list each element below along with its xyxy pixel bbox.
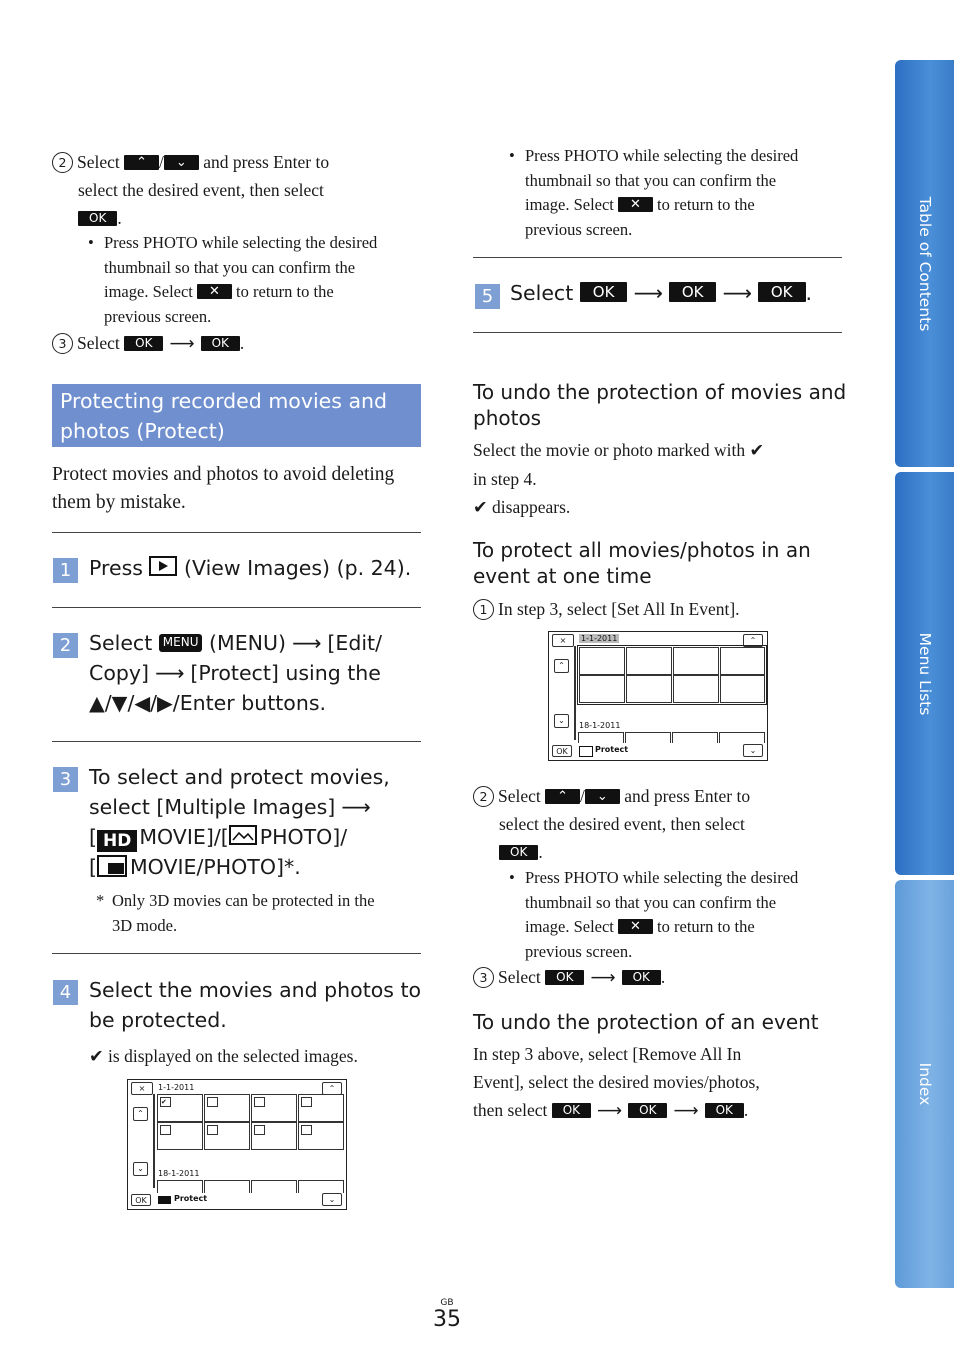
heading-undo-event: To undo the protection of an event xyxy=(473,1010,819,1034)
arrow-icon: ⟶ xyxy=(722,281,752,305)
circled-3: 3 xyxy=(473,967,494,988)
circled-3: 3 xyxy=(52,333,73,354)
circled-1: 1 xyxy=(473,599,494,620)
movie-photo-icon xyxy=(579,746,593,757)
tab-menu-lists[interactable]: Menu Lists xyxy=(895,472,954,875)
section-banner: Protecting recorded movies and photos (Protect) xyxy=(52,384,421,447)
up-icon: ⌃ xyxy=(133,1107,148,1121)
ok-button-icon: OK xyxy=(201,336,240,351)
arrow-icon: ⟶ xyxy=(597,1101,623,1121)
check-icon: ✔ xyxy=(749,441,765,461)
tab-table-of-contents[interactable]: Table of Contents xyxy=(895,60,954,467)
down-button-icon: ⌄ xyxy=(585,789,620,804)
tab-index[interactable]: Index xyxy=(895,880,954,1288)
step-number-5: 5 xyxy=(475,284,500,309)
down-button-icon: ⌄ xyxy=(164,155,199,170)
circled-2: 2 xyxy=(52,152,73,173)
up-icon: ⌃ xyxy=(554,659,569,673)
step-number-2: 2 xyxy=(53,633,78,658)
up-button-icon: ⌃ xyxy=(124,155,159,170)
ok-button-icon: OK xyxy=(552,1103,591,1118)
photo-icon xyxy=(229,825,257,845)
divider xyxy=(52,741,421,742)
hd-icon xyxy=(158,1196,171,1204)
close-button-icon: ✕ xyxy=(618,919,653,934)
down-icon: ⌄ xyxy=(133,1162,148,1176)
checkbox-icon xyxy=(207,1097,218,1107)
divider xyxy=(473,332,842,333)
divider xyxy=(52,953,421,954)
checkbox-icon xyxy=(254,1125,265,1135)
right-step3-para: 3 Select OK ⟶ OK . xyxy=(473,963,665,992)
heading-undo-protection: To undo the protection of movies and photos xyxy=(473,380,847,430)
up-button-icon: ⌃ xyxy=(545,789,580,804)
right-bullet-top: • Press PHOTO while selecting the desired thumbnail so that you can confirm the image. Select ✕ to return to the previous screen. xyxy=(505,144,855,242)
checkbox-icon xyxy=(160,1125,171,1135)
step-number-4: 4 xyxy=(53,980,78,1005)
close-icon: × xyxy=(131,1082,153,1095)
checkbox-icon xyxy=(301,1125,312,1135)
arrow-icon: ⟶ xyxy=(673,1101,699,1121)
divider xyxy=(52,607,421,608)
lcd-screen-event: × 1-1-2011 ⌃ ⌃ ⌄ 18-1-2011 OK Protect ⌄ xyxy=(548,631,768,761)
right-step2-para: 2 Select ⌃ / ⌄ and press Enter to select the desired event, then select OK . xyxy=(473,782,863,866)
step-3: To select and protect movies, select [Multiple Images] ⟶ [ HD MOVIE]/[ PHOTO]/ [ MOVIE/PHOTO]*. xyxy=(89,765,390,879)
down-icon: ⌄ xyxy=(743,744,763,757)
arrow-icon: ⟶ xyxy=(590,968,616,988)
footnote: * Only 3D movies can be protected in the 3D mode. xyxy=(96,891,375,935)
intro-text: Protect movies and photos to avoid deleting them by mistake. xyxy=(52,464,395,513)
menu-icon: MENU xyxy=(159,634,203,652)
protect-all-step1: 1 In step 3, select [Set All In Event]. xyxy=(473,595,853,623)
checkbox-icon xyxy=(301,1097,312,1107)
undo-event-text: In step 3 above, select [Remove All In Event], select the desired movies/photos, then select OK ⟶ OK ⟶ OK . xyxy=(473,1040,863,1125)
step-4: Select the movies and photos to be protected. xyxy=(89,978,422,1032)
ok-button-icon: OK xyxy=(705,1103,744,1118)
lcd-screen-multiple: × 1-1-2011 ⌃ ⌃ ⌄ ✔ 18-1-2011 OK Protect ⌄ xyxy=(127,1079,347,1210)
step-1: Press (View Images) (p. 24). xyxy=(89,556,412,580)
step-number-3: 3 xyxy=(53,767,78,792)
arrow-icon: ⟶ xyxy=(633,281,663,305)
ok-icon: OK xyxy=(131,1194,151,1206)
arrow-icon: ⟶ xyxy=(292,631,322,655)
step-2: Select MENU (MENU) ⟶ [Edit/ Copy] ⟶ [Protect] using the ▲/▼/◀/▶/Enter buttons. xyxy=(89,628,429,718)
checkbox-icon xyxy=(254,1097,265,1107)
divider xyxy=(52,532,421,533)
step-5: Select OK ⟶ OK ⟶ OK . xyxy=(510,278,812,308)
play-icon xyxy=(149,556,177,576)
circled-2: 2 xyxy=(473,786,494,807)
up-icon: ⌃ xyxy=(322,1082,342,1095)
check-icon: ✔ xyxy=(89,1047,104,1067)
page-number: GB 35 xyxy=(433,1298,461,1332)
ok-button-icon: OK xyxy=(758,282,806,302)
arrow-icon: ⟶ xyxy=(169,334,195,354)
down-icon: ⌄ xyxy=(554,714,569,728)
check-icon: ✔ xyxy=(473,498,488,518)
checkbox-icon: ✔ xyxy=(160,1097,171,1107)
scrollbar xyxy=(574,646,576,740)
ok-button-icon: OK xyxy=(124,336,163,351)
left-step3-para: 3 Select OK ⟶ OK . xyxy=(52,329,432,358)
arrow-icon: ⟶ xyxy=(155,661,185,685)
ok-button-icon: OK xyxy=(78,211,117,226)
close-button-icon: ✕ xyxy=(197,284,232,299)
left-bullet-1: • Press PHOTO while selecting the desired thumbnail so that you can confirm the image. Select ✕ to return to the previous screen. xyxy=(84,231,424,329)
ok-button-icon: OK xyxy=(669,282,717,302)
close-icon: × xyxy=(552,634,574,647)
divider xyxy=(473,257,842,258)
ok-icon: OK xyxy=(552,745,572,757)
heading-protect-all: To protect all movies/photos in an event at one time xyxy=(473,538,811,588)
ok-button-icon: OK xyxy=(545,970,584,985)
undo-text: Select the movie or photo marked with ✔ in step 4. ✔ disappears. xyxy=(473,440,765,518)
step-number-1: 1 xyxy=(53,558,78,583)
right-bullet-2: • Press PHOTO while selecting the desired thumbnail so that you can confirm the image. Select ✕ to return to the previous screen. xyxy=(505,866,855,964)
down-icon: ⌄ xyxy=(322,1193,342,1206)
ok-button-icon: OK xyxy=(499,845,538,860)
step-4-note: ✔ is displayed on the selected images. xyxy=(89,1046,358,1067)
arrow-icon: ⟶ xyxy=(341,795,371,819)
hd-movie-icon: HD xyxy=(97,830,137,852)
close-button-icon: ✕ xyxy=(618,197,653,212)
ok-button-icon: OK xyxy=(628,1103,667,1118)
movie-photo-icon xyxy=(97,855,127,877)
ok-button-icon: OK xyxy=(622,970,661,985)
ok-button-icon: OK xyxy=(580,282,628,302)
scrollbar xyxy=(153,1094,155,1188)
checkbox-icon xyxy=(207,1125,218,1135)
up-icon: ⌃ xyxy=(743,634,763,647)
left-step2-para: 2 Select ⌃ / ⌄ and press Enter to select the desired event, then select OK . xyxy=(52,148,432,232)
